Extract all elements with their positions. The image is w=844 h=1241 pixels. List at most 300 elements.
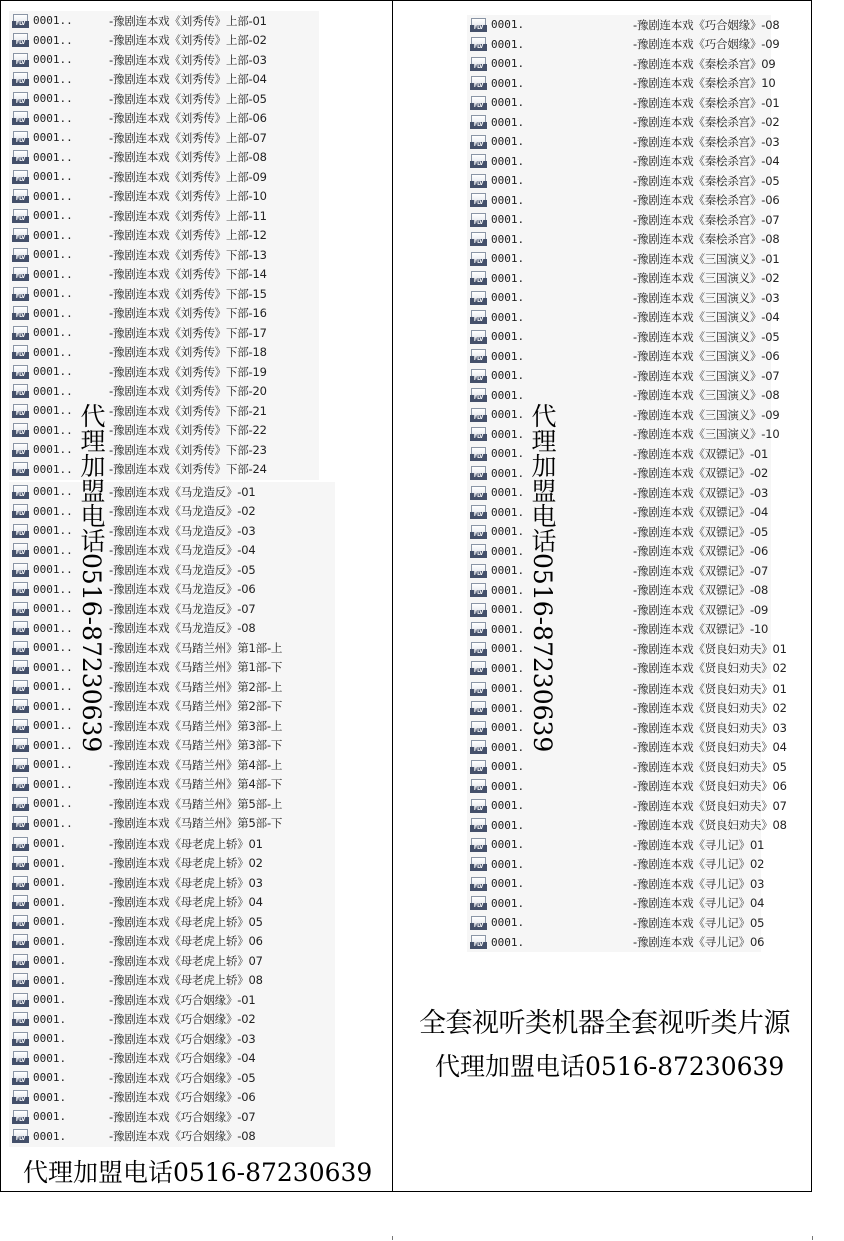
flv-file-icon: FLV	[470, 838, 489, 852]
file-id: 0001..	[33, 738, 73, 752]
file-title: -豫剧连本戏《贤良妇劝夫》07	[633, 798, 787, 813]
file-row[interactable]	[9, 1068, 335, 1088]
flv-file-icon: FLV	[12, 72, 31, 86]
file-id: 0001..	[33, 602, 73, 616]
file-id: 0001..	[33, 680, 73, 694]
file-row[interactable]	[467, 757, 787, 777]
file-row[interactable]	[9, 755, 335, 775]
file-title: -豫剧连本戏《刘秀传》下部-20	[109, 384, 267, 399]
flv-file-icon: FLV	[470, 330, 489, 344]
file-title: -豫剧连本戏《刘秀传》上部-03	[109, 52, 267, 67]
file-id: 0001.	[491, 838, 525, 852]
file-row[interactable]	[467, 366, 780, 386]
flv-file-icon: FLV	[12, 345, 31, 359]
flv-file-icon: FLV	[12, 1071, 31, 1085]
flv-file-icon: FLV	[12, 641, 31, 655]
flv-file-icon: FLV	[12, 150, 31, 164]
file-row[interactable]	[9, 89, 319, 109]
flv-file-icon: FLV	[470, 271, 489, 285]
flv-file-icon: FLV	[12, 758, 31, 772]
flv-file-icon: FLV	[470, 857, 489, 871]
flv-file-icon: FLV	[12, 1110, 31, 1124]
file-id: 0001..	[33, 443, 73, 457]
file-title: -豫剧连本戏《巧合姻缘》-02	[109, 1012, 256, 1027]
file-id: 0001..	[33, 170, 73, 184]
flv-file-icon: FLV	[12, 1051, 31, 1065]
file-row[interactable]	[9, 421, 319, 441]
file-row[interactable]	[9, 677, 335, 697]
file-row[interactable]	[467, 405, 780, 425]
file-title: -豫剧连本戏《母老虎上轿》06	[109, 934, 263, 949]
file-title: -豫剧连本戏《双镖记》-03	[633, 485, 769, 500]
file-title: -豫剧连本戏《寻儿记》05	[633, 915, 765, 930]
file-row[interactable]	[9, 70, 319, 90]
flv-file-icon: FLV	[12, 92, 31, 106]
flv-file-icon: FLV	[470, 291, 489, 305]
flv-file-icon: FLV	[470, 877, 489, 891]
file-row[interactable]	[467, 639, 787, 659]
file-id: 0001..	[33, 326, 73, 340]
flv-file-icon: FLV	[470, 76, 489, 90]
file-id: 0001.	[491, 603, 525, 617]
file-row[interactable]	[9, 1127, 335, 1147]
file-row[interactable]	[9, 912, 335, 932]
file-row[interactable]	[467, 483, 771, 503]
file-row[interactable]	[9, 599, 335, 619]
file-title: -豫剧连本戏《巧合姻缘》-03	[109, 1031, 256, 1046]
flv-file-icon: FLV	[470, 232, 489, 246]
file-title: -豫剧连本戏《巧合姻缘》-01	[109, 992, 256, 1007]
file-title: -豫剧连本戏《刘秀传》下部-23	[109, 442, 267, 457]
left-footer-agent-phone: 代理加盟电话0516-87230639	[23, 1158, 373, 1187]
file-id: 0001..	[33, 33, 73, 47]
file-row[interactable]	[467, 35, 780, 55]
file-row[interactable]	[9, 619, 335, 639]
file-row[interactable]	[9, 362, 319, 382]
file-row[interactable]	[467, 210, 780, 230]
file-title: -豫剧连本戏《马龙造反》-04	[109, 543, 256, 558]
flv-file-icon: FLV	[470, 174, 489, 188]
flv-file-icon: FLV	[12, 895, 31, 909]
flv-file-icon: FLV	[12, 462, 31, 476]
file-row[interactable]	[9, 128, 319, 148]
file-id: 0001.	[491, 213, 525, 227]
flv-file-icon: FLV	[12, 777, 31, 791]
file-title: -豫剧连本戏《三国演义》-03	[633, 290, 780, 305]
file-row[interactable]	[9, 990, 335, 1010]
file-row[interactable]	[467, 600, 771, 620]
flv-file-icon: FLV	[12, 973, 31, 987]
file-row[interactable]	[467, 679, 787, 699]
file-row[interactable]	[9, 148, 319, 168]
file-row[interactable]	[9, 521, 335, 541]
file-row[interactable]	[467, 386, 780, 406]
file-title: -豫剧连本戏《寻儿记》06	[633, 935, 765, 950]
file-title: -豫剧连本戏《秦桧杀宫》-01	[633, 95, 780, 110]
file-row[interactable]	[467, 230, 780, 250]
file-title: -豫剧连本戏《三国演义》-04	[633, 310, 780, 325]
file-row[interactable]	[9, 638, 335, 658]
file-id: 0001.	[491, 916, 525, 930]
file-id: 0001.	[491, 877, 525, 891]
file-title: -豫剧连本戏《母老虎上轿》07	[109, 953, 263, 968]
file-id: 0001.	[491, 252, 525, 266]
file-title: -豫剧连本戏《马踏兰州》第1部-上	[109, 640, 283, 655]
file-title: -豫剧连本戏《双镖记》-04	[633, 505, 769, 520]
file-id: 0001..	[33, 384, 73, 398]
file-title: -豫剧连本戏《刘秀传》下部-22	[109, 423, 267, 438]
file-title: -豫剧连本戏《双镖记》-05	[633, 524, 769, 539]
file-row[interactable]	[9, 951, 335, 971]
right-panel	[392, 0, 812, 1192]
file-row[interactable]	[467, 288, 780, 308]
file-row[interactable]	[9, 834, 335, 854]
flv-file-icon: FLV	[470, 447, 489, 461]
flv-file-icon: FLV	[470, 760, 489, 774]
file-row[interactable]	[9, 206, 319, 226]
flv-file-icon: FLV	[12, 170, 31, 184]
file-row[interactable]	[467, 74, 776, 94]
page-corner-mark-right	[812, 1236, 813, 1240]
file-row[interactable]	[9, 736, 335, 756]
file-row[interactable]	[467, 191, 780, 211]
file-id: 0001.	[491, 818, 525, 832]
flv-file-icon: FLV	[470, 740, 489, 754]
flv-file-icon: FLV	[470, 603, 489, 617]
file-row[interactable]	[467, 15, 780, 35]
file-row[interactable]	[9, 401, 319, 421]
file-row[interactable]	[467, 269, 780, 289]
file-id: 0001..	[33, 365, 73, 379]
file-title: -豫剧连本戏《刘秀传》上部-02	[109, 33, 267, 48]
file-title: -豫剧连本戏《巧合姻缘》-08	[633, 17, 780, 32]
file-row[interactable]	[9, 382, 319, 402]
flv-file-icon: FLV	[470, 622, 489, 636]
flv-file-icon: FLV	[470, 544, 489, 558]
file-row[interactable]	[9, 658, 335, 678]
file-id: 0001.	[491, 740, 525, 754]
flv-file-icon: FLV	[470, 818, 489, 832]
file-row[interactable]	[467, 699, 787, 719]
file-row[interactable]	[467, 522, 771, 542]
file-id: 0001.	[33, 993, 67, 1007]
flv-file-icon: FLV	[12, 443, 31, 457]
file-row[interactable]	[9, 1088, 335, 1108]
file-id: 0001.	[491, 388, 525, 402]
file-title: -豫剧连本戏《双镖记》-10	[633, 622, 769, 637]
flv-file-icon: FLV	[470, 388, 489, 402]
file-title: -豫剧连本戏《贤良妇劝夫》02	[633, 661, 787, 676]
file-row[interactable]	[9, 323, 319, 343]
file-row[interactable]	[9, 31, 319, 51]
file-title: -豫剧连本戏《母老虎上轿》08	[109, 973, 263, 988]
file-row[interactable]	[467, 659, 787, 679]
file-row[interactable]	[9, 854, 335, 874]
file-id: 0001.	[491, 427, 525, 441]
file-title: -豫剧连本戏《秦桧杀宫》-03	[633, 134, 780, 149]
file-title: -豫剧连本戏《巧合姻缘》-04	[109, 1051, 256, 1066]
file-title: -豫剧连本戏《秦桧杀宫》-08	[633, 232, 780, 247]
flv-file-icon: FLV	[470, 505, 489, 519]
file-id: 0001..	[33, 719, 73, 733]
file-row[interactable]	[467, 54, 776, 74]
file-row[interactable]	[9, 245, 319, 265]
file-id: 0001.	[491, 857, 525, 871]
flv-file-icon: FLV	[12, 563, 31, 577]
file-row[interactable]	[467, 874, 765, 894]
file-title: -豫剧连本戏《马龙造反》-01	[109, 484, 256, 499]
file-row[interactable]	[467, 308, 780, 328]
file-title: -豫剧连本戏《双镖记》-01	[633, 446, 769, 461]
file-id: 0001.	[33, 954, 67, 968]
file-title: -豫剧连本戏《三国演义》-08	[633, 388, 780, 403]
file-id: 0001.	[491, 330, 525, 344]
file-row[interactable]	[467, 561, 771, 581]
file-title: -豫剧连本戏《贤良妇劝夫》02	[633, 701, 787, 716]
flv-file-icon: FLV	[12, 306, 31, 320]
file-title: -豫剧连本戏《刘秀传》上部-08	[109, 150, 267, 165]
file-title: -豫剧连本戏《秦桧杀宫》-02	[633, 115, 780, 130]
file-id: 0001.	[491, 447, 525, 461]
flv-file-icon: FLV	[12, 209, 31, 223]
file-row[interactable]	[9, 971, 335, 991]
file-title: -豫剧连本戏《刘秀传》上部-09	[109, 169, 267, 184]
right-ad-agent-phone: 代理加盟电话0516-87230639	[435, 1052, 785, 1081]
file-title: -豫剧连本戏《双镖记》-02	[633, 466, 769, 481]
file-id: 0001..	[33, 287, 73, 301]
file-row[interactable]	[467, 425, 780, 445]
file-row[interactable]	[467, 581, 771, 601]
file-id: 0001.	[491, 408, 525, 422]
file-id: 0001.	[33, 1012, 67, 1026]
file-row[interactable]	[467, 796, 787, 816]
file-row[interactable]	[467, 249, 780, 269]
flv-file-icon: FLV	[12, 699, 31, 713]
file-row[interactable]	[9, 440, 319, 460]
file-title: -豫剧连本戏《母老虎上轿》04	[109, 895, 263, 910]
file-title: -豫剧连本戏《刘秀传》上部-12	[109, 228, 267, 243]
file-row[interactable]	[9, 1107, 335, 1127]
file-row[interactable]	[467, 464, 771, 484]
file-row[interactable]	[467, 171, 780, 191]
file-title: -豫剧连本戏《三国演义》-02	[633, 271, 780, 286]
file-id: 0001..	[33, 72, 73, 86]
file-title: -豫剧连本戏《刘秀传》下部-17	[109, 325, 267, 340]
file-row[interactable]	[467, 718, 787, 738]
file-id: 0001.	[491, 896, 525, 910]
flv-file-icon: FLV	[12, 53, 31, 67]
file-id: 0001.	[491, 115, 525, 129]
file-row[interactable]	[467, 913, 765, 933]
file-row[interactable]	[9, 502, 335, 522]
file-row[interactable]	[467, 347, 780, 367]
file-row[interactable]	[467, 542, 771, 562]
flv-file-icon: FLV	[470, 96, 489, 110]
file-title: -豫剧连本戏《秦桧杀宫》-04	[633, 154, 780, 169]
file-title: -豫剧连本戏《马龙造反》-03	[109, 523, 256, 538]
file-row[interactable]	[9, 775, 335, 795]
file-row[interactable]	[9, 226, 319, 246]
file-row[interactable]	[9, 580, 335, 600]
file-row[interactable]	[9, 304, 319, 324]
file-title: -豫剧连本戏《刘秀传》上部-10	[109, 189, 267, 204]
file-id: 0001.	[491, 57, 525, 71]
file-id: 0001.	[491, 18, 525, 32]
flv-file-icon: FLV	[12, 524, 31, 538]
file-title: -豫剧连本戏《母老虎上轿》03	[109, 875, 263, 890]
file-id: 0001.	[491, 193, 525, 207]
flv-file-icon: FLV	[470, 369, 489, 383]
file-id: 0001.	[491, 525, 525, 539]
file-row[interactable]	[9, 284, 319, 304]
file-row[interactable]	[9, 460, 319, 480]
file-row[interactable]	[467, 894, 765, 914]
file-row[interactable]	[9, 814, 335, 834]
file-row[interactable]	[467, 503, 771, 523]
file-id: 0001.	[491, 682, 525, 696]
file-id: 0001..	[33, 131, 73, 145]
vertical-agent-phone-right: 代理加盟电话0516-87230639	[528, 403, 557, 753]
flv-file-icon: FLV	[470, 408, 489, 422]
file-row[interactable]	[467, 620, 771, 640]
file-title: -豫剧连本戏《贤良妇劝夫》01	[633, 681, 787, 696]
flv-file-icon: FLV	[470, 37, 489, 51]
file-title: -豫剧连本戏《马龙造反》-06	[109, 582, 256, 597]
file-row[interactable]	[9, 697, 335, 717]
flv-file-icon: FLV	[470, 252, 489, 266]
file-title: -豫剧连本戏《刘秀传》上部-07	[109, 130, 267, 145]
flv-file-icon: FLV	[470, 486, 489, 500]
file-row[interactable]	[467, 777, 787, 797]
flv-file-icon: FLV	[470, 154, 489, 168]
file-row[interactable]	[9, 1049, 335, 1069]
file-row[interactable]	[9, 560, 335, 580]
flv-file-icon: FLV	[12, 719, 31, 733]
flv-file-icon: FLV	[12, 1129, 31, 1143]
file-id: 0001..	[33, 797, 73, 811]
flv-file-icon: FLV	[12, 423, 31, 437]
file-row[interactable]	[9, 482, 335, 502]
file-id: 0001.	[491, 701, 525, 715]
file-row[interactable]	[467, 327, 780, 347]
flv-file-icon: FLV	[12, 189, 31, 203]
flv-file-icon: FLV	[12, 993, 31, 1007]
file-list-qiaohe-qinhui-sanguo-shuangbiao	[467, 15, 787, 679]
file-id: 0001.	[491, 622, 525, 636]
left-panel	[0, 0, 393, 1192]
file-row[interactable]	[9, 932, 335, 952]
file-title: -豫剧连本戏《巧合姻缘》-09	[633, 37, 780, 52]
file-row[interactable]	[9, 167, 319, 187]
file-id: 0001.	[33, 1032, 67, 1046]
file-row[interactable]	[9, 1029, 335, 1049]
file-title: -豫剧连本戏《刘秀传》下部-18	[109, 345, 267, 360]
file-row[interactable]	[9, 794, 335, 814]
file-row[interactable]	[9, 873, 335, 893]
file-title: -豫剧连本戏《马龙造反》-07	[109, 601, 256, 616]
file-title: -豫剧连本戏《巧合姻缘》-07	[109, 1109, 256, 1124]
file-id: 0001.	[491, 760, 525, 774]
flv-file-icon: FLV	[470, 701, 489, 715]
flv-file-icon: FLV	[470, 525, 489, 539]
file-id: 0001.	[33, 915, 67, 929]
file-row[interactable]	[9, 11, 319, 31]
file-id: 0001..	[33, 150, 73, 164]
flv-file-icon: FLV	[12, 111, 31, 125]
file-id: 0001..	[33, 758, 73, 772]
file-id: 0001.	[33, 837, 67, 851]
flv-file-icon: FLV	[12, 14, 31, 28]
file-title: -豫剧连本戏《刘秀传》下部-13	[109, 247, 267, 262]
file-row[interactable]	[9, 187, 319, 207]
file-title: -豫剧连本戏《刘秀传》上部-11	[109, 208, 267, 223]
file-title: -豫剧连本戏《寻儿记》03	[633, 876, 765, 891]
file-id: 0001.	[491, 721, 525, 735]
file-id: 0001..	[33, 423, 73, 437]
flv-file-icon: FLV	[470, 18, 489, 32]
file-row[interactable]	[467, 152, 780, 172]
file-title: -豫剧连本戏《贤良妇劝夫》01	[633, 641, 787, 656]
right-ad-slogan: 全套视听类机器全套视听类片源	[419, 1008, 790, 1039]
file-id: 0001.	[33, 973, 67, 987]
file-row[interactable]	[9, 343, 319, 363]
file-id: 0001.	[491, 154, 525, 168]
file-title: -豫剧连本戏《寻儿记》02	[633, 857, 765, 872]
file-title: -豫剧连本戏《马踏兰州》第4部-下	[109, 777, 283, 792]
flv-file-icon: FLV	[470, 916, 489, 930]
file-row[interactable]	[9, 541, 335, 561]
file-title: -豫剧连本戏《马踏兰州》第3部-下	[109, 738, 283, 753]
page-corner-mark-left	[392, 1236, 393, 1240]
file-id: 0001..	[33, 699, 73, 713]
flv-file-icon: FLV	[470, 799, 489, 813]
flv-file-icon: FLV	[12, 384, 31, 398]
flv-file-icon: FLV	[12, 797, 31, 811]
file-id: 0001..	[33, 111, 73, 125]
file-row[interactable]	[9, 1010, 335, 1030]
file-row[interactable]	[467, 132, 780, 152]
file-row[interactable]	[467, 444, 771, 464]
file-id: 0001.	[33, 895, 67, 909]
file-id: 0001.	[491, 564, 525, 578]
file-id: 0001..	[33, 267, 73, 281]
file-row[interactable]	[467, 933, 765, 953]
flv-file-icon: FLV	[470, 427, 489, 441]
file-row[interactable]	[467, 855, 765, 875]
file-row[interactable]	[467, 113, 780, 133]
file-row[interactable]	[467, 738, 787, 758]
file-id: 0001..	[33, 816, 73, 830]
file-id: 0001.	[491, 505, 525, 519]
file-title: -豫剧连本戏《三国演义》-09	[633, 407, 780, 422]
file-list-malong-matalanzhou	[9, 482, 335, 834]
file-row[interactable]	[467, 816, 787, 836]
file-row[interactable]	[9, 265, 319, 285]
file-row[interactable]	[9, 50, 319, 70]
file-row[interactable]	[9, 716, 335, 736]
file-id: 0001..	[33, 92, 73, 106]
file-row[interactable]	[467, 93, 780, 113]
file-row[interactable]	[9, 109, 319, 129]
file-id: 0001.	[491, 544, 525, 558]
file-row[interactable]	[9, 893, 335, 913]
flv-file-icon: FLV	[12, 287, 31, 301]
flv-file-icon: FLV	[12, 934, 31, 948]
file-title: -豫剧连本戏《刘秀传》下部-16	[109, 306, 267, 321]
file-row[interactable]	[467, 835, 765, 855]
file-id: 0001.	[491, 135, 525, 149]
flv-file-icon: FLV	[12, 485, 31, 499]
